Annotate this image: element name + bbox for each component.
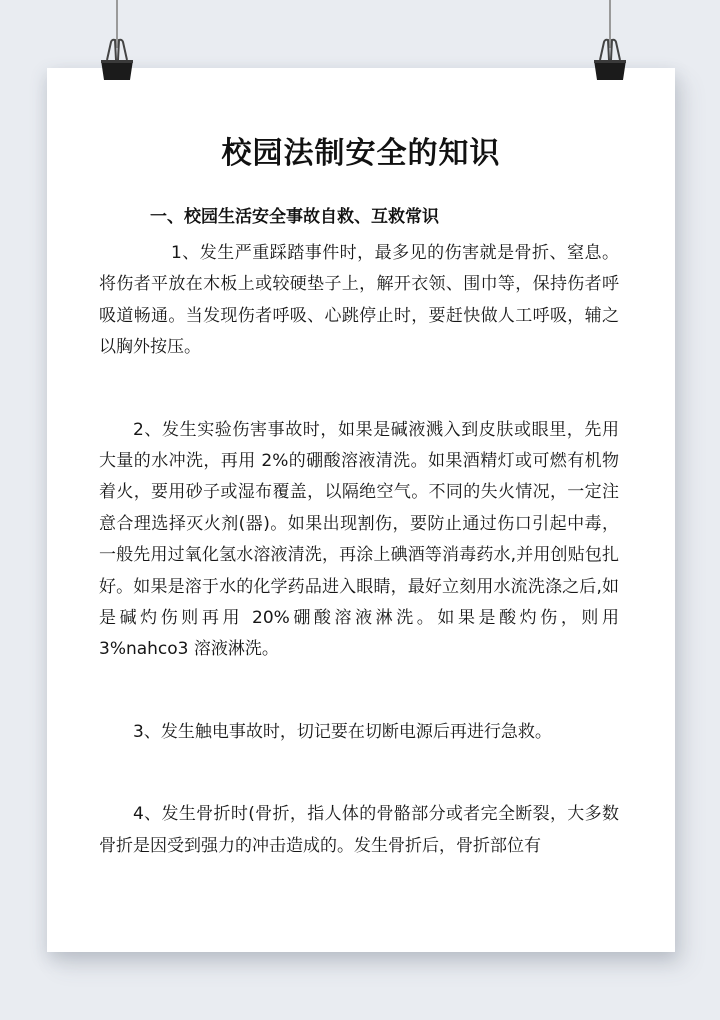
document-sheet — [47, 68, 675, 952]
document-body — [99, 238, 619, 862]
paragraph-3: 3、发生触电事故时，切记要在切断电源后再进行急救。 — [133, 721, 552, 742]
paragraph-1: 1、发生严重踩踏事件时，最多见的伤害就是骨折、窒息。将伤者平放在木板上或较硬垫子上，解开衣领、围巾等，保持伤者呼吸道畅通。当发现伤者呼吸、心跳停止时，要赶快做人工呼吸，辅之以胸外按压。 — [99, 243, 619, 358]
section-heading: 一、校园生活安全事故自救、互救常识 — [150, 207, 439, 227]
binder-clip-icon — [99, 38, 135, 80]
binder-clip-icon — [592, 38, 628, 80]
paragraph-gap — [99, 666, 619, 717]
document-title: 校园法制安全的知识 — [221, 136, 501, 171]
paragraph-2: 2、发生实验伤害事故时，如果是碱液溅入到皮肤或眼里，先用大量的水冲洗，再用 2%的硼酸溶液清洗。如果酒精灯或可燃有机物着火，要用砂子或湿布覆盖，以隔绝空气。不同的失火情况，一定注意合理选择灭火剂(器)。如果出现割伤，要防止通过伤口引起中毒，一般先用过氧化氢水溶液清洗，再涂上碘酒等消毒药水,并用创贴包扎好。如果是溶于水的化学药品进入眼睛，最好立刻用水流洗涤之后,如是碱灼伤则再用 20%硼酸溶液淋洗。如果是酸灼伤，则用 3%nahco3 溶液淋洗。 — [99, 419, 619, 660]
paragraph-gap — [99, 364, 619, 415]
paragraph-gap — [99, 748, 619, 799]
paragraph-4: 4、发生骨折时(骨折，指人体的骨骼部分或者完全断裂，大多数骨折是因受到强力的冲击造成的。发生骨折后，骨折部位有 — [99, 804, 619, 856]
